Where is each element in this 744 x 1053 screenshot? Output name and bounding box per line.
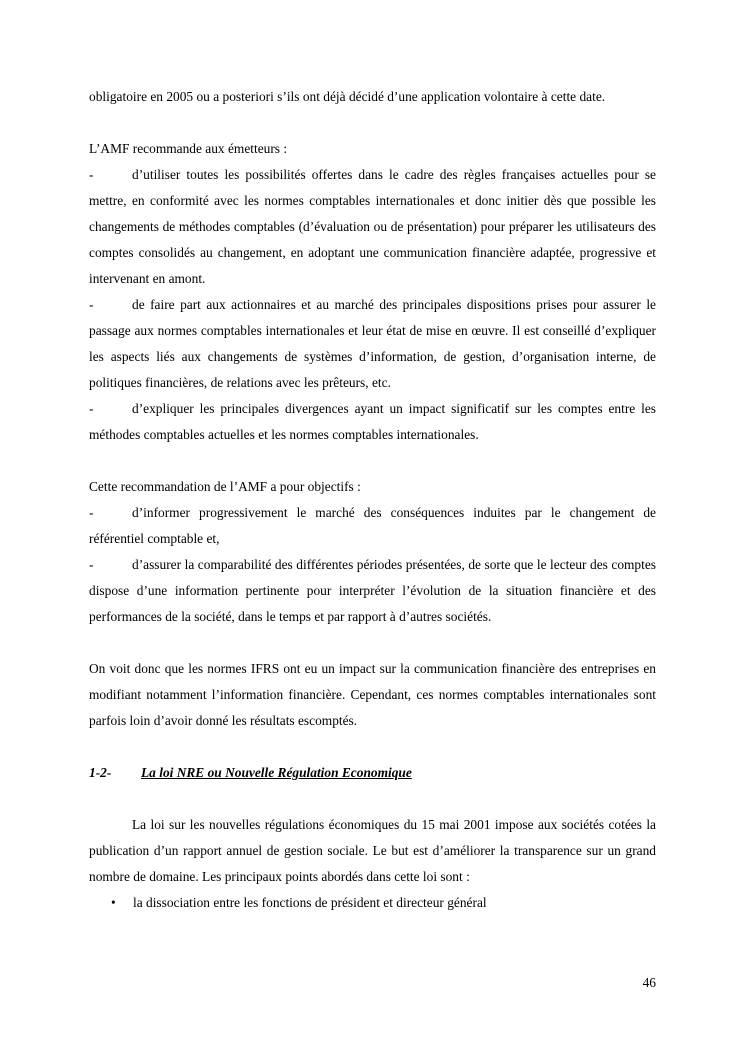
dash-marker: - — [89, 505, 94, 520]
section-paragraph: La loi sur les nouvelles régulations économiques du 15 mai 2001 impose aux sociétés cotées la publication d’un rapport annuel de gestion sociale. Le but est d’améliorer la transparence sur un grand nombre de domaine. Les principaux points abordés dans cette loi sont : — [89, 817, 656, 884]
recommendation-item — [89, 292, 656, 396]
objective-item — [89, 552, 656, 630]
objective-item — [89, 500, 656, 552]
recommendation-text: d’expliquer les principales divergences ayant un impact significatif sur les comptes entre les méthodes comptables actuelles et les normes comptables internationales. — [89, 401, 656, 442]
recommendation-item — [89, 162, 656, 292]
objective-text: d’assurer la comparabilité des différentes périodes présentées, de sorte que le lecteur des comptes dispose d’une information pertinente pour interpréter l’évolution de la situation financière et des performances de la société, dans le temps et par rapport à d’autres sociétés. — [89, 557, 656, 624]
dash-marker: - — [89, 557, 94, 572]
amf-recommendations-intro: L’AMF recommande aux émetteurs : — [89, 141, 288, 156]
top-paragraph: obligatoire en 2005 ou a posteriori s’ils ont déjà décidé d’une application volontaire à cette date. — [89, 89, 606, 104]
bullet-icon: • — [111, 895, 116, 910]
dash-marker: - — [89, 401, 94, 416]
recommendation-item — [89, 396, 656, 448]
recommendation-text: de faire part aux actionnaires et au marché des principales dispositions prises pour assurer le passage aux normes comptables internationales et leur état de mise en œuvre. Il est conseillé d’expliquer les aspects liés aux changements de systèmes d’information, de gestion, d’organisation interne, de politiques financières, de relations avec les prêteurs, etc. — [89, 297, 656, 390]
section-title: La loi NRE ou Nouvelle Régulation Economique — [141, 765, 412, 780]
bullet-list-item — [89, 890, 656, 916]
dash-marker: - — [89, 167, 94, 182]
section-heading — [89, 760, 656, 786]
ifrs-paragraph: On voit donc que les normes IFRS ont eu un impact sur la communication financière des entreprises en modifiant notamment l’information financière. Cependant, ces normes comptables internationales sont parfois loin d’avoir donné les résultats escomptés. — [89, 661, 656, 728]
dash-marker: - — [89, 297, 94, 312]
page-body — [89, 84, 656, 916]
bullet-text: la dissociation entre les fonctions de président et directeur général — [133, 895, 487, 910]
amf-objectives-intro: Cette recommandation de l’AMF a pour objectifs : — [89, 479, 361, 494]
objective-text: d’informer progressivement le marché des conséquences induites par le changement de référentiel comptable et, — [89, 505, 656, 546]
recommendation-text: d’utiliser toutes les possibilités offertes dans le cadre des règles françaises actuelles pour se mettre, en conformité avec les normes comptables internationales et donc initier dès que possible les changements de méthodes comptables (d’évaluation ou de présentation) pour préparer les utilisateurs des comptes consolidés au changement, en adoptant une communication financière adaptée, progressive et intervenant en amont. — [89, 167, 656, 286]
section-number: 1-2- — [89, 765, 112, 780]
page-number: 46 — [642, 975, 656, 990]
